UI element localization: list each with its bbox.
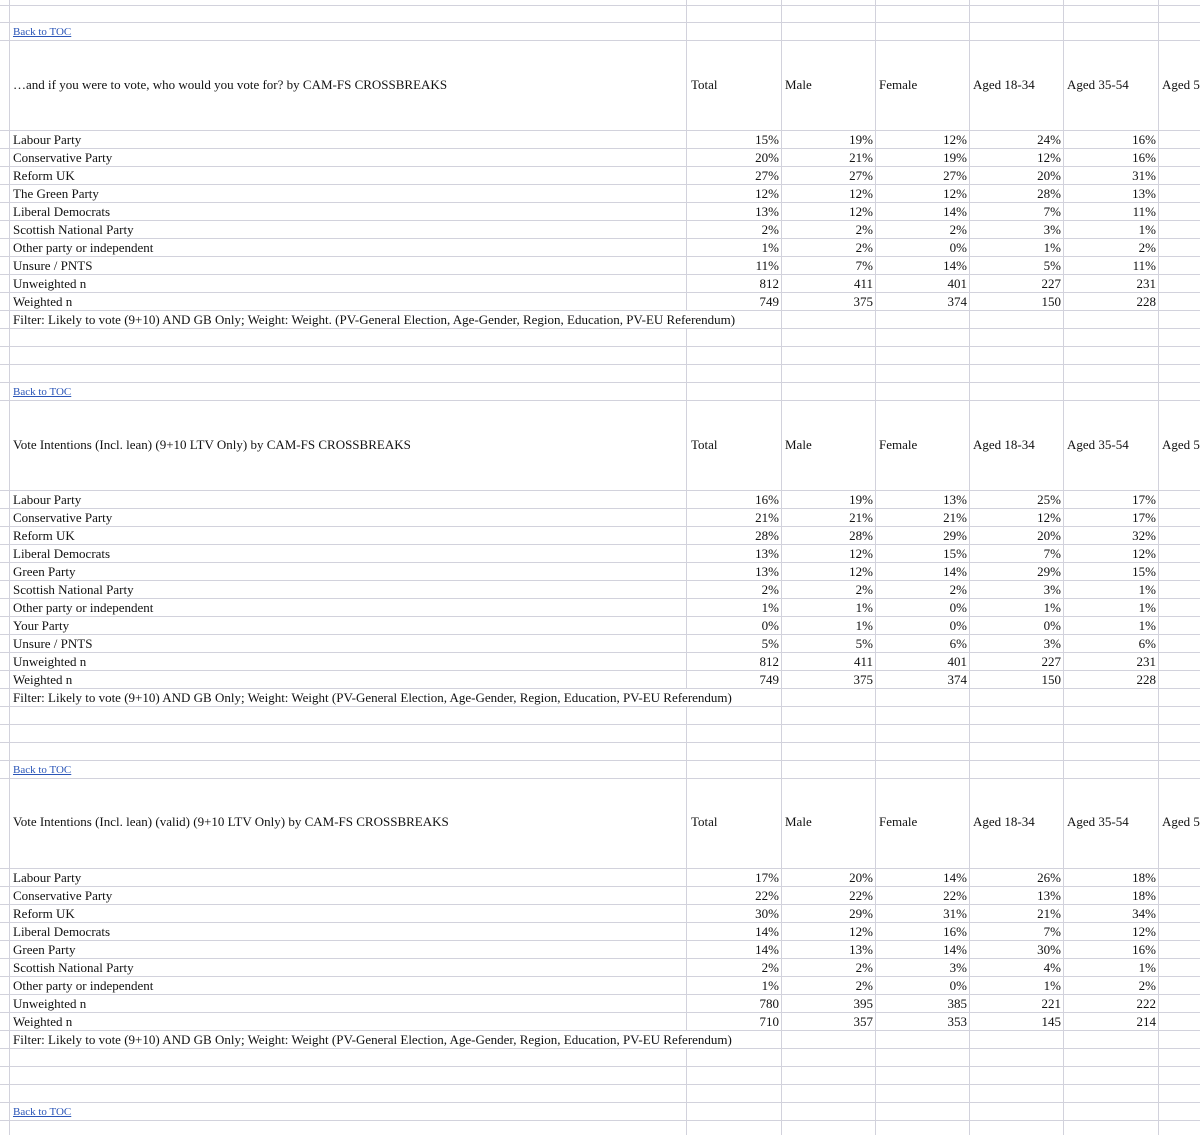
column-header-aged-35-54: Aged 35-54: [1067, 814, 1129, 829]
row-label: Labour Party: [13, 132, 82, 147]
table-cell: 32%: [1132, 528, 1156, 543]
column-header-aged-18-34: Aged 18-34: [973, 437, 1035, 452]
table-cell: 14%: [755, 942, 779, 957]
column-header-male: Male: [785, 77, 812, 92]
row-label: Scottish National Party: [13, 960, 134, 975]
table-cell: 5%: [1043, 258, 1061, 273]
table-cell: 28%: [849, 528, 873, 543]
grid-row-line: [0, 364, 1200, 365]
table-cell: 2%: [855, 960, 873, 975]
table-cell: 18%: [1132, 888, 1156, 903]
filter-note: Filter: Likely to vote (9+10) AND GB Only; Weight: Weight (PV-General Election, Age-Gender, Region, Education, PV-EU Referendum): [13, 1032, 732, 1047]
grid-row-line: [0, 382, 1200, 383]
table-cell: 221: [1041, 996, 1061, 1011]
table-cell: 2%: [855, 222, 873, 237]
table-cell: 26%: [1037, 870, 1061, 885]
table-cell: 3%: [1043, 582, 1061, 597]
table-cell: 395: [853, 996, 873, 1011]
table-cell: 28%: [1037, 186, 1061, 201]
table-cell: 29%: [943, 528, 967, 543]
row-label: Reform UK: [13, 168, 75, 183]
table-cell: 1%: [761, 978, 779, 993]
table-cell: 385: [947, 996, 967, 1011]
grid-column-line: [875, 0, 876, 1135]
grid-row-line: [0, 40, 1200, 41]
grid-row-line: [0, 760, 1200, 761]
table-cell: 16%: [943, 924, 967, 939]
table-cell: 14%: [943, 870, 967, 885]
grid-row-line: [0, 328, 1200, 329]
table-cell: 0%: [949, 240, 967, 255]
table-cell: 3%: [1043, 222, 1061, 237]
table-cell: 15%: [755, 132, 779, 147]
table-cell: 17%: [1132, 492, 1156, 507]
table-cell: 14%: [943, 258, 967, 273]
row-label: Green Party: [13, 942, 76, 957]
table-cell: 27%: [943, 168, 967, 183]
grid-row-line: [0, 5, 1200, 6]
table-cell: 11%: [1132, 258, 1156, 273]
table-cell: 0%: [761, 618, 779, 633]
grid-row-line: [0, 724, 1200, 725]
row-label: Other party or independent: [13, 600, 154, 615]
table-cell: 12%: [849, 204, 873, 219]
row-label: Liberal Democrats: [13, 204, 111, 219]
table-cell: 20%: [849, 870, 873, 885]
grid-row-line: [0, 778, 1200, 779]
table-cell: 15%: [943, 546, 967, 561]
table-cell: 12%: [755, 186, 779, 201]
table-cell: 17%: [1132, 510, 1156, 525]
column-header-male: Male: [785, 437, 812, 452]
table-cell: 1%: [1138, 600, 1156, 615]
table-cell: 12%: [943, 186, 967, 201]
table-cell: 30%: [755, 906, 779, 921]
column-header-female: Female: [879, 814, 918, 829]
table-cell: 13%: [755, 546, 779, 561]
grid-column-line: [9, 0, 10, 1135]
row-label: Other party or independent: [13, 240, 154, 255]
table-cell: 12%: [849, 186, 873, 201]
row-label: Your Party: [13, 618, 70, 633]
table-cell: 228: [1136, 672, 1156, 687]
table-cell: 12%: [849, 564, 873, 579]
table-cell: 13%: [943, 492, 967, 507]
table-cell: 21%: [849, 510, 873, 525]
table-cell: 15%: [1132, 564, 1156, 579]
table-cell: 812: [759, 654, 779, 669]
table-cell: 6%: [1138, 636, 1156, 651]
table-cell: 2%: [761, 222, 779, 237]
table-cell: 14%: [943, 564, 967, 579]
table-cell: 150: [1041, 672, 1061, 687]
column-header-aged-55: Aged 5: [1162, 437, 1200, 452]
table-cell: 1%: [1043, 600, 1061, 615]
table-cell: 214: [1136, 1014, 1156, 1029]
grid-column-line: [1158, 0, 1159, 1135]
table-cell: 145: [1041, 1014, 1061, 1029]
column-header-female: Female: [879, 77, 918, 92]
table-cell: 7%: [1043, 546, 1061, 561]
table-cell: 21%: [943, 510, 967, 525]
filter-note: Filter: Likely to vote (9+10) AND GB Only; Weight: Weight. (PV-General Election, Age-Gender, Region, Education, PV-EU Referendum): [13, 312, 736, 327]
table-cell: 12%: [1132, 924, 1156, 939]
row-label: Labour Party: [13, 492, 82, 507]
table-cell: 2%: [855, 582, 873, 597]
table-cell: 3%: [949, 960, 967, 975]
grid-row-line: [0, 346, 1200, 347]
table-cell: 0%: [949, 600, 967, 615]
table-cell: 227: [1041, 654, 1061, 669]
row-label: Scottish National Party: [13, 222, 134, 237]
table-cell: 1%: [1043, 240, 1061, 255]
column-header-aged-55: Aged 5: [1162, 814, 1200, 829]
row-label: Unweighted n: [13, 654, 87, 669]
table-cell: 18%: [1132, 870, 1156, 885]
table-cell: 22%: [849, 888, 873, 903]
table-cell: 357: [853, 1014, 873, 1029]
column-header-male: Male: [785, 814, 812, 829]
table-cell: 12%: [1037, 510, 1061, 525]
table-cell: 29%: [1037, 564, 1061, 579]
back-to-toc-link[interactable]: Back to TOC: [13, 1106, 72, 1118]
table-cell: 13%: [755, 564, 779, 579]
column-header-total: Total: [691, 437, 718, 452]
column-header-aged-18-34: Aged 18-34: [973, 77, 1035, 92]
table-cell: 7%: [1043, 204, 1061, 219]
table-cell: 2%: [949, 582, 967, 597]
table-cell: 28%: [755, 528, 779, 543]
table-cell: 150: [1041, 294, 1061, 309]
row-label: The Green Party: [13, 186, 99, 201]
row-label: Liberal Democrats: [13, 924, 111, 939]
table-cell: 19%: [849, 132, 873, 147]
table-cell: 749: [759, 294, 779, 309]
table-title: Vote Intentions (Incl. lean) (9+10 LTV Only) by CAM-FS CROSSBREAKS: [13, 437, 411, 452]
grid-column-line: [781, 0, 782, 1135]
table-cell: 31%: [1132, 168, 1156, 183]
grid-row-line: [0, 1102, 1200, 1103]
table-cell: 13%: [849, 942, 873, 957]
table-cell: 1%: [855, 600, 873, 615]
table-cell: 7%: [855, 258, 873, 273]
table-cell: 16%: [1132, 132, 1156, 147]
row-label: Weighted n: [13, 294, 73, 309]
table-cell: 14%: [755, 924, 779, 939]
table-cell: 4%: [1043, 960, 1061, 975]
row-label: Liberal Democrats: [13, 546, 111, 561]
table-title: …and if you were to vote, who would you vote for? by CAM-FS CROSSBREAKS: [13, 77, 448, 92]
table-cell: 29%: [849, 906, 873, 921]
row-label: Conservative Party: [13, 888, 113, 903]
table-cell: 12%: [1037, 150, 1061, 165]
table-cell: 11%: [1132, 204, 1156, 219]
row-label: Green Party: [13, 564, 76, 579]
table-cell: 374: [947, 672, 967, 687]
table-cell: 25%: [1037, 492, 1061, 507]
column-header-total: Total: [691, 814, 718, 829]
row-label: Conservative Party: [13, 510, 113, 525]
table-cell: 34%: [1132, 906, 1156, 921]
row-label: Reform UK: [13, 528, 75, 543]
row-label: Other party or independent: [13, 978, 154, 993]
table-cell: 228: [1136, 294, 1156, 309]
column-header-aged-35-54: Aged 35-54: [1067, 77, 1129, 92]
grid-row-line: [0, 22, 1200, 23]
table-cell: 24%: [1037, 132, 1061, 147]
table-cell: 1%: [761, 600, 779, 615]
table-cell: 14%: [943, 204, 967, 219]
table-cell: 5%: [761, 636, 779, 651]
table-cell: 22%: [755, 888, 779, 903]
grid-row-line: [0, 1084, 1200, 1085]
table-cell: 780: [759, 996, 779, 1011]
table-cell: 710: [759, 1014, 779, 1029]
table-cell: 22%: [943, 888, 967, 903]
table-cell: 16%: [1132, 942, 1156, 957]
column-header-aged-55: Aged 5: [1162, 77, 1200, 92]
table-cell: 1%: [1138, 582, 1156, 597]
table-cell: 21%: [755, 510, 779, 525]
table-cell: 13%: [1132, 186, 1156, 201]
grid-row-line: [0, 400, 1200, 401]
table-cell: 12%: [849, 924, 873, 939]
table-cell: 1%: [1138, 222, 1156, 237]
table-cell: 1%: [1043, 978, 1061, 993]
table-cell: 1%: [1138, 960, 1156, 975]
grid-row-line: [0, 706, 1200, 707]
row-label: Conservative Party: [13, 150, 113, 165]
table-cell: 11%: [755, 258, 779, 273]
row-label: Reform UK: [13, 906, 75, 921]
back-to-toc-link[interactable]: Back to TOC: [13, 764, 72, 776]
table-cell: 20%: [1037, 528, 1061, 543]
table-cell: 749: [759, 672, 779, 687]
table-cell: 1%: [1138, 618, 1156, 633]
table-cell: 1%: [855, 618, 873, 633]
table-cell: 2%: [1138, 978, 1156, 993]
row-label: Unsure / PNTS: [13, 258, 93, 273]
table-cell: 19%: [943, 150, 967, 165]
table-cell: 16%: [755, 492, 779, 507]
table-cell: 13%: [1037, 888, 1061, 903]
table-cell: 2%: [949, 222, 967, 237]
column-header-aged-35-54: Aged 35-54: [1067, 437, 1129, 452]
table-cell: 411: [853, 654, 873, 669]
table-cell: 1%: [761, 240, 779, 255]
table-cell: 0%: [949, 978, 967, 993]
row-label: Unweighted n: [13, 996, 87, 1011]
table-cell: 21%: [1037, 906, 1061, 921]
table-cell: 222: [1136, 996, 1156, 1011]
table-cell: 231: [1136, 654, 1156, 669]
table-cell: 16%: [1132, 150, 1156, 165]
table-cell: 20%: [1037, 168, 1061, 183]
row-label: Scottish National Party: [13, 582, 134, 597]
table-cell: 20%: [755, 150, 779, 165]
table-cell: 2%: [855, 978, 873, 993]
grid-column-line: [969, 0, 970, 1135]
table-cell: 231: [1136, 276, 1156, 291]
table-cell: 19%: [849, 492, 873, 507]
row-label: Unsure / PNTS: [13, 636, 93, 651]
table-cell: 411: [853, 276, 873, 291]
row-label: Unweighted n: [13, 276, 87, 291]
grid-row-line: [0, 1048, 1200, 1049]
row-label: Weighted n: [13, 1014, 73, 1029]
row-label: Weighted n: [13, 672, 73, 687]
table-cell: 12%: [1132, 546, 1156, 561]
table-cell: 3%: [1043, 636, 1061, 651]
grid-row-line: [0, 1066, 1200, 1067]
table-cell: 27%: [755, 168, 779, 183]
table-cell: 2%: [761, 960, 779, 975]
column-header-total: Total: [691, 77, 718, 92]
filter-note: Filter: Likely to vote (9+10) AND GB Only; Weight: Weight (PV-General Election, Age-Gender, Region, Education, PV-EU Referendum): [13, 690, 732, 705]
table-title: Vote Intentions (Incl. lean) (valid) (9+10 LTV Only) by CAM-FS CROSSBREAKS: [13, 814, 449, 829]
table-cell: 17%: [755, 870, 779, 885]
table-cell: 374: [947, 294, 967, 309]
table-cell: 812: [759, 276, 779, 291]
table-cell: 6%: [949, 636, 967, 651]
grid-row-line: [0, 742, 1200, 743]
grid-column-line: [686, 0, 687, 1135]
table-cell: 31%: [943, 906, 967, 921]
table-cell: 353: [947, 1014, 967, 1029]
table-cell: 13%: [755, 204, 779, 219]
table-cell: 7%: [1043, 924, 1061, 939]
table-cell: 2%: [855, 240, 873, 255]
row-label: Labour Party: [13, 870, 82, 885]
grid-row-line: [0, 1120, 1200, 1121]
table-cell: 14%: [943, 942, 967, 957]
table-cell: 227: [1041, 276, 1061, 291]
table-cell: 21%: [849, 150, 873, 165]
table-cell: 401: [947, 654, 967, 669]
table-cell: 27%: [849, 168, 873, 183]
column-header-female: Female: [879, 437, 918, 452]
table-cell: 375: [853, 672, 873, 687]
table-cell: 12%: [943, 132, 967, 147]
table-cell: 5%: [855, 636, 873, 651]
table-cell: 2%: [761, 582, 779, 597]
column-header-aged-18-34: Aged 18-34: [973, 814, 1035, 829]
table-cell: 2%: [1138, 240, 1156, 255]
back-to-toc-link[interactable]: Back to TOC: [13, 26, 72, 38]
table-cell: 401: [947, 276, 967, 291]
grid-column-line: [1063, 0, 1064, 1135]
back-to-toc-link[interactable]: Back to TOC: [13, 386, 72, 398]
table-cell: 12%: [849, 546, 873, 561]
table-cell: 375: [853, 294, 873, 309]
table-cell: 0%: [1043, 618, 1061, 633]
table-cell: 0%: [949, 618, 967, 633]
table-cell: 30%: [1037, 942, 1061, 957]
